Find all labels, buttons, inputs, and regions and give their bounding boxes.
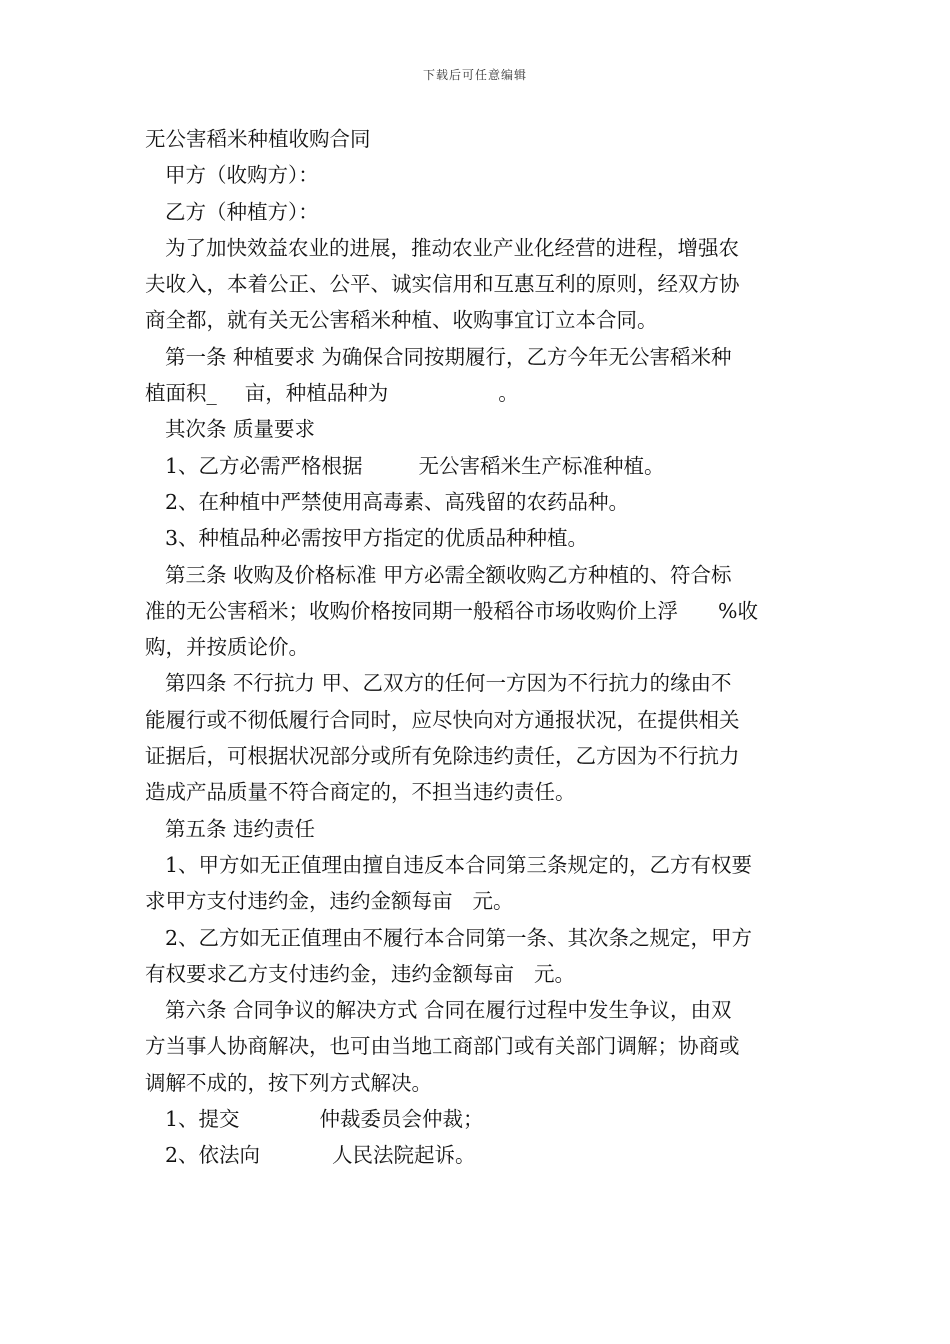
article-5-heading: 第五条 违约责任	[165, 816, 316, 841]
article-5-item-1-line-2	[145, 883, 810, 919]
article-6-line-1: 第六条 合同争议的解决方式 合同在履行过程中发生争议，由双	[165, 998, 732, 1023]
article-2-item-1-a: 1、乙方必需严格根据	[165, 453, 363, 478]
article-6-option-1-b: 仲裁委员会仲裁；	[319, 1107, 484, 1132]
party-b-line: 乙方（种植方）：	[165, 199, 319, 224]
header-note: 下载后可任意编辑	[422, 68, 527, 82]
contract-title: 无公害稻米种植收购合同	[145, 127, 371, 151]
article-4-line-2: 能履行或不彻低履行合同时，应尽快向对方通报状况，在提供相关	[145, 707, 740, 732]
preamble-line-1: 为了加快效益农业的进展，推动农业产业化经营的进程，增强农	[165, 235, 739, 260]
article-3-line-2-b: %收	[718, 598, 758, 623]
article-6-option-2-b: 人民法院起诉。	[332, 1143, 476, 1168]
article-2-item-2: 2、在种植中严禁使用高毒素、高残留的农药品种。	[165, 489, 630, 514]
article-2-heading: 其次条 质量要求	[165, 417, 316, 442]
article-2-item-1	[145, 448, 810, 484]
article-3-line-2	[145, 593, 810, 629]
article-2-item-1-b: 无公害稻米生产标准种植。	[418, 453, 665, 478]
article-6-line-3: 调解不成的，按下列方式解决。	[145, 1070, 432, 1095]
article-6-option-2-a: 2、依法向	[165, 1143, 261, 1168]
article-6-option-2	[145, 1137, 810, 1173]
article-1-variety-label: 亩，种植品种为	[244, 381, 389, 406]
article-5-item-1-line-2-b: 元。	[472, 889, 514, 914]
article-3-line-1: 第三条 收购及价格标准 甲方必需全额收购乙方种植的、符合标	[165, 562, 732, 587]
party-a-line: 甲方（收购方）：	[165, 163, 319, 188]
article-5-item-2-line-2	[145, 956, 810, 992]
article-5-item-1-line-2-a: 求甲方支付违约金，违约金额每亩	[145, 889, 453, 914]
contract-body	[145, 121, 810, 1174]
article-6-option-1-a: 1、提交	[165, 1107, 240, 1132]
article-1-line-2	[145, 375, 810, 411]
article-4-line-4: 造成产品质量不符合商定的，不担当违约责任。	[145, 780, 576, 805]
article-1-area-label: 植面积_	[145, 381, 217, 406]
article-5-item-1-line-1: 1、甲方如无正值理由擅自违反本合同第三条规定的，乙方有权要	[165, 852, 753, 877]
article-5-item-2-line-2-b: 元。	[534, 961, 575, 986]
article-6-line-2: 方当事人协商解决，也可由当地工商部门或有关部门调解；协商或	[145, 1034, 740, 1059]
article-6-option-1	[145, 1101, 810, 1137]
article-5-item-2-line-2-a: 有权要求乙方支付违约金，违约金额每亩	[145, 961, 514, 986]
preamble-line-3: 商全都，就有关无公害稻米种植、收购事宜订立本合同。	[145, 308, 658, 333]
article-3-line-2-a: 准的无公害稻米；收购价格按同期一般稻谷市场收购价上浮	[145, 598, 678, 623]
article-1-line-1: 第一条 种植要求 为确保合同按期履行，乙方今年无公害稻米种	[165, 344, 732, 369]
preamble-line-2: 夫收入，本着公正、公平、诚实信用和互惠互利的原则，经双方协	[145, 272, 740, 297]
article-2-item-3: 3、种植品种必需按甲方指定的优质品种种植。	[165, 526, 589, 551]
article-1-period: 。	[498, 381, 519, 406]
article-4-line-3: 证据后，可根据状况部分或所有免除违约责任，乙方因为不行抗力	[145, 744, 740, 769]
article-3-line-3: 购，并按质论价。	[145, 635, 309, 660]
article-4-line-1: 第四条 不行抗力 甲、乙双方的任何一方因为不行抗力的缘由不	[165, 671, 732, 696]
article-5-item-2-line-1: 2、乙方如无正值理由不履行本合同第一条、其次条之规定，甲方	[165, 925, 753, 950]
